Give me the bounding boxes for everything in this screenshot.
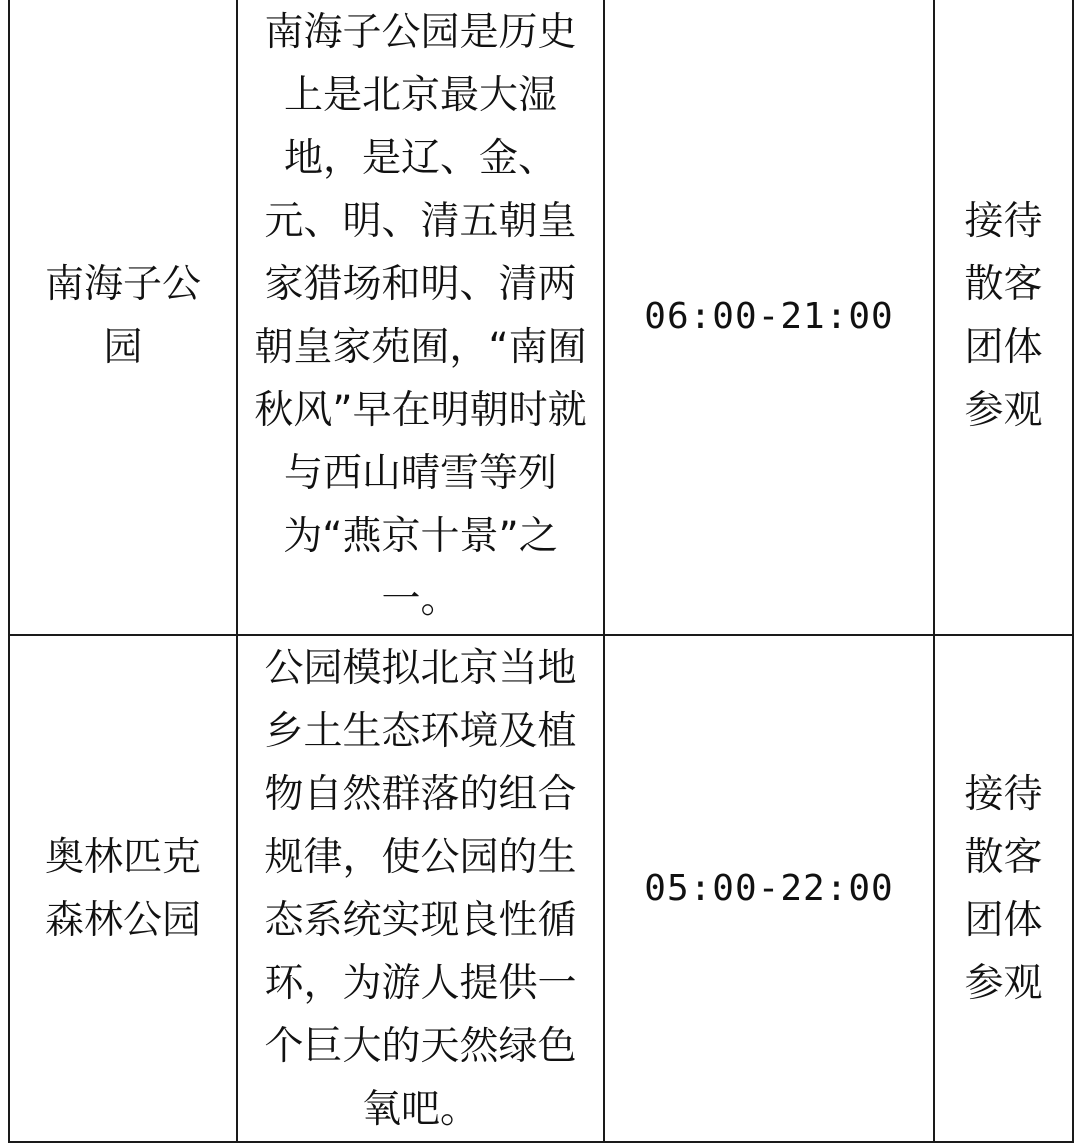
table-row xyxy=(9,0,1073,635)
opening-hours-cell xyxy=(604,0,934,635)
park-name-cell xyxy=(9,635,237,1142)
reception-type: 接待散客团体参观 xyxy=(964,771,1043,1006)
park-description: 南海子公园是历史上是北京最大湿地，是辽、金、元、明、清五朝皇家猎场和明、清两朝皇家苑囿，“南囿秋风”早在明朝时就与西山晴雪等列为“燕京十景”之一。 xyxy=(254,10,587,622)
park-name: 奥林匹克森林公园 xyxy=(44,834,201,943)
table-row xyxy=(9,635,1073,1142)
reception-cell xyxy=(934,635,1073,1142)
opening-hours: 05:00-22:00 xyxy=(644,868,894,909)
park-name: 南海子公园 xyxy=(44,262,201,370)
park-description-cell xyxy=(237,635,604,1142)
reception-cell xyxy=(934,0,1073,635)
park-description-cell xyxy=(237,0,604,635)
park-name-cell xyxy=(9,0,237,635)
opening-hours: 06:00-21:00 xyxy=(644,295,894,337)
park-description: 公园模拟北京当地乡土生态环境及植物自然群落的组合规律，使公园的生态系统实现良性循环，为游人提供一个巨大的天然绿色氧吧。 xyxy=(264,645,577,1132)
opening-hours-cell xyxy=(604,635,934,1142)
reception-type: 接待散客团体参观 xyxy=(964,199,1043,433)
parks-table xyxy=(8,0,1074,1143)
